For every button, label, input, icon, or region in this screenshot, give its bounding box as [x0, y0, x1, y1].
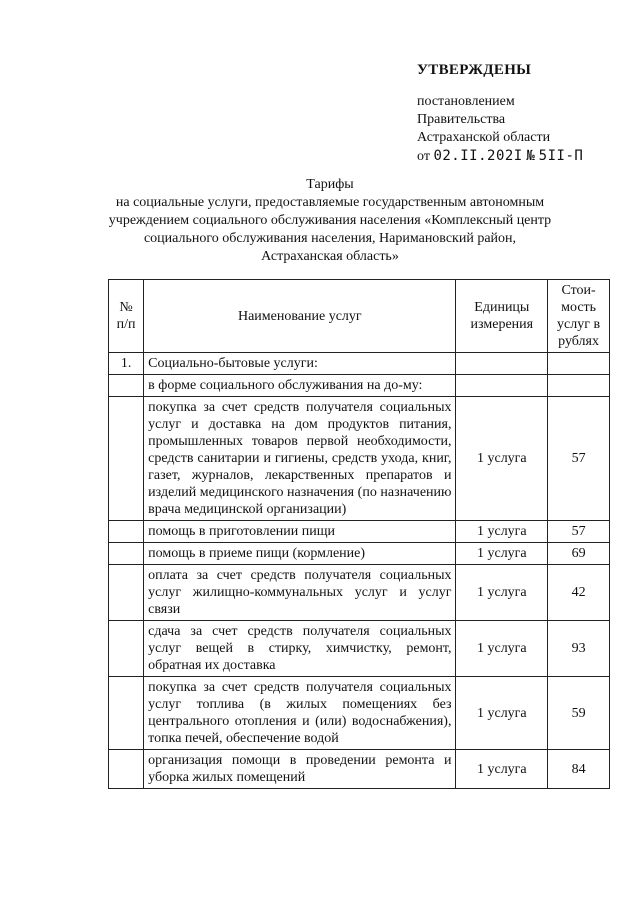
row-num-empty	[109, 565, 144, 621]
header-price: Стои-мость услуг в рублях	[548, 280, 610, 353]
service-name: сдача за счет средств получателя социальных услуг вещей в стирку, химчистку, ремонт, обратная их доставка	[144, 621, 456, 677]
service-price: 57	[548, 397, 610, 521]
number-value: 5II-П	[538, 148, 584, 164]
service-name: помощь в приготовлении пищи	[144, 521, 456, 543]
title-line-4: социального обслуживания населения, Наримановский район,	[143, 231, 517, 246]
table-row	[109, 565, 610, 621]
approval-line-1: постановлением	[417, 94, 515, 109]
subsection-num-empty	[109, 375, 144, 397]
document-title	[60, 176, 600, 266]
service-name: организация помощи в проведении ремонта и уборка жилых помещений	[144, 750, 456, 789]
table-row	[109, 621, 610, 677]
row-num-empty	[109, 397, 144, 521]
service-price: 93	[548, 621, 610, 677]
approval-line-3: Астраханской области	[417, 130, 551, 145]
table-row	[109, 543, 610, 565]
table-row	[109, 521, 610, 543]
header-unit: Единицы измерения	[456, 280, 548, 353]
approval-date-line	[417, 147, 627, 166]
title-line-3: учреждением социального обслуживания населения «Комплексный центр	[108, 213, 552, 228]
service-unit: 1 услуга	[456, 677, 548, 750]
service-price: 57	[548, 521, 610, 543]
approval-heading: УТВЕРЖДЕНЫ	[417, 62, 532, 78]
title-line-2: на социальные услуги, предоставляемые государственным автономным	[115, 195, 545, 210]
subsection-row	[109, 375, 610, 397]
subsection-unit-empty	[456, 375, 548, 397]
header-num: № п/п	[109, 280, 144, 353]
table-row	[109, 397, 610, 521]
row-num-empty	[109, 677, 144, 750]
service-name: покупка за счет средств получателя социальных услуг и доставка на дом продуктов питания, промышленных товаров первой необходимости, средств санитарии и гигиены, средств ухода, книг, газет, журналов, лекарственных препаратов и изделий медицинского назначения (по назначению врача медицинской организации)	[144, 397, 456, 521]
service-unit: 1 услуга	[456, 621, 548, 677]
title-line-5: Астраханская область»	[261, 249, 399, 264]
subsection-price-empty	[548, 375, 610, 397]
service-price: 42	[548, 565, 610, 621]
service-name: покупка за счет средств получателя социальных услуг топлива (в жилых помещениях без центрального отопления и (или) водоснабжения), топка печей, обеспечение водой	[144, 677, 456, 750]
row-num-empty	[109, 621, 144, 677]
section-name: Социально-бытовые услуги:	[144, 353, 456, 375]
number-sign: №	[526, 148, 536, 164]
service-unit: 1 услуга	[456, 543, 548, 565]
section-unit-empty	[456, 353, 548, 375]
service-unit: 1 услуга	[456, 397, 548, 521]
service-unit: 1 услуга	[456, 565, 548, 621]
row-num-empty	[109, 521, 144, 543]
table-row	[109, 677, 610, 750]
table-row	[109, 750, 610, 789]
section-num: 1.	[109, 353, 144, 375]
header-name: Наименование услуг	[144, 280, 456, 353]
section-row	[109, 353, 610, 375]
service-unit: 1 услуга	[456, 521, 548, 543]
service-price: 84	[548, 750, 610, 789]
date-value: 02.II.202I	[433, 148, 523, 164]
date-prefix: от	[417, 149, 430, 164]
service-price: 69	[548, 543, 610, 565]
subsection-name: в форме социального обслуживания на до-му:	[144, 375, 456, 397]
approval-block	[417, 62, 627, 166]
approval-line-2: Правительства	[417, 112, 506, 127]
row-num-empty	[109, 750, 144, 789]
section-price-empty	[548, 353, 610, 375]
service-unit: 1 услуга	[456, 750, 548, 789]
service-name: оплата за счет средств получателя социальных услуг жилищно-коммунальных услуг и услуг связи	[144, 565, 456, 621]
service-name: помощь в приеме пищи (кормление)	[144, 543, 456, 565]
row-num-empty	[109, 543, 144, 565]
tariffs-table	[108, 279, 610, 789]
title-line-1: Тарифы	[306, 177, 354, 192]
service-price: 59	[548, 677, 610, 750]
table-header-row	[109, 280, 610, 353]
